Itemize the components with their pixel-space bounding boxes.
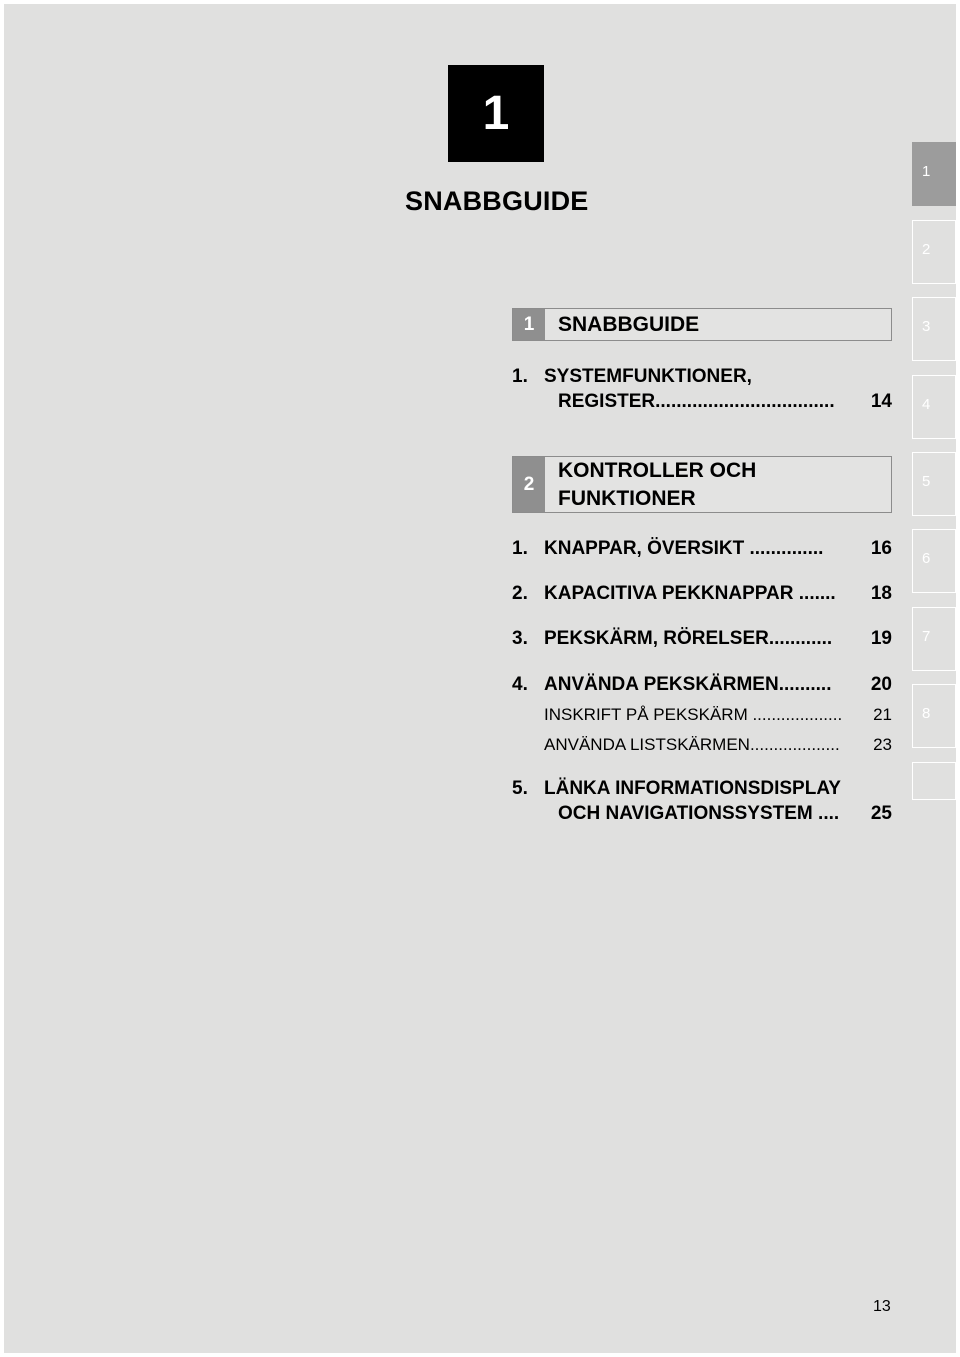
chapter-number: 1	[482, 87, 510, 140]
section-number-1: 1	[513, 309, 545, 340]
entry-title-line2: OCH NAVIGATIONSSYSTEM ....	[558, 803, 840, 824]
chapter-tab-8[interactable]	[912, 684, 956, 748]
entry-page: 14	[870, 391, 892, 412]
chapter-tab-index[interactable]	[912, 762, 956, 800]
entry-number: 5.	[512, 778, 528, 799]
entry-page: 16	[870, 538, 892, 559]
toc-subentry-listskarmen[interactable]	[544, 734, 892, 756]
entry-page: 18	[870, 583, 892, 604]
toc-entry-pekskarm-rorelser[interactable]	[512, 626, 892, 651]
entry-number: 3.	[512, 628, 528, 649]
chapter-tab-2[interactable]	[912, 220, 956, 284]
section-title-2-line1: KONTROLLER OCH	[558, 458, 757, 482]
entry-page: 25	[870, 803, 892, 824]
section-title-1: SNABBGUIDE	[558, 312, 700, 336]
chapter-tab-5[interactable]	[912, 452, 956, 516]
chapter-number-box	[448, 65, 544, 162]
entry-page: 20	[870, 674, 892, 695]
toc-entry-systemfunktioner[interactable]	[512, 364, 892, 414]
toc-entry-kapacitiva[interactable]	[512, 581, 892, 606]
section-title-2-line2: FUNKTIONER	[558, 486, 696, 510]
toc-subentry-inskrift[interactable]	[544, 704, 892, 726]
entry-title: ANVÄNDA PEKSKÄRMEN..........	[544, 674, 832, 695]
tab-label: 1	[922, 163, 931, 180]
section-title-2	[545, 457, 756, 512]
entry-page: 19	[870, 628, 892, 649]
entry-title: KNAPPAR, ÖVERSIKT ..............	[544, 538, 824, 559]
section-header-2	[512, 456, 892, 513]
tab-label: 4	[922, 396, 931, 413]
tab-label: 8	[922, 705, 931, 722]
chapter-tab-3[interactable]	[912, 297, 956, 361]
subentry-page: 21	[873, 705, 892, 724]
tab-label: 3	[922, 318, 931, 335]
entry-number: 1.	[512, 366, 528, 387]
tab-label: 6	[922, 550, 931, 567]
section-number-2: 2	[513, 457, 545, 512]
section-header-1	[512, 308, 892, 341]
entry-title-line1: LÄNKA INFORMATIONSDISPLAY	[544, 778, 841, 799]
tab-label: 7	[922, 628, 931, 645]
subentry-title: ANVÄNDA LISTSKÄRMEN...................	[544, 735, 840, 754]
entry-number: 4.	[512, 674, 528, 695]
tab-label: 2	[922, 241, 931, 258]
toc-entry-lanka[interactable]	[512, 776, 892, 826]
chapter-tab-6[interactable]	[912, 529, 956, 593]
chapter-title: SNABBGUIDE	[405, 186, 589, 216]
entry-title-line2: REGISTER..................................	[558, 391, 835, 412]
entry-title: KAPACITIVA PEKKNAPPAR .......	[544, 583, 836, 604]
entry-number: 1.	[512, 538, 528, 559]
page-number: 13	[873, 1298, 891, 1315]
chapter-tab-4[interactable]	[912, 375, 956, 439]
entry-number: 2.	[512, 583, 528, 604]
toc-entry-anvanda-pekskarmen[interactable]	[512, 672, 892, 697]
chapter-tab-1[interactable]	[912, 142, 956, 206]
chapter-tab-7[interactable]	[912, 607, 956, 671]
toc-entry-knappar[interactable]	[512, 536, 892, 561]
tab-label: 5	[922, 473, 931, 490]
entry-title: PEKSKÄRM, RÖRELSER............	[544, 628, 833, 649]
subentry-title: INSKRIFT PÅ PEKSKÄRM ...................	[544, 705, 843, 724]
entry-title-line1: SYSTEMFUNKTIONER,	[544, 366, 752, 387]
subentry-page: 23	[873, 735, 892, 754]
